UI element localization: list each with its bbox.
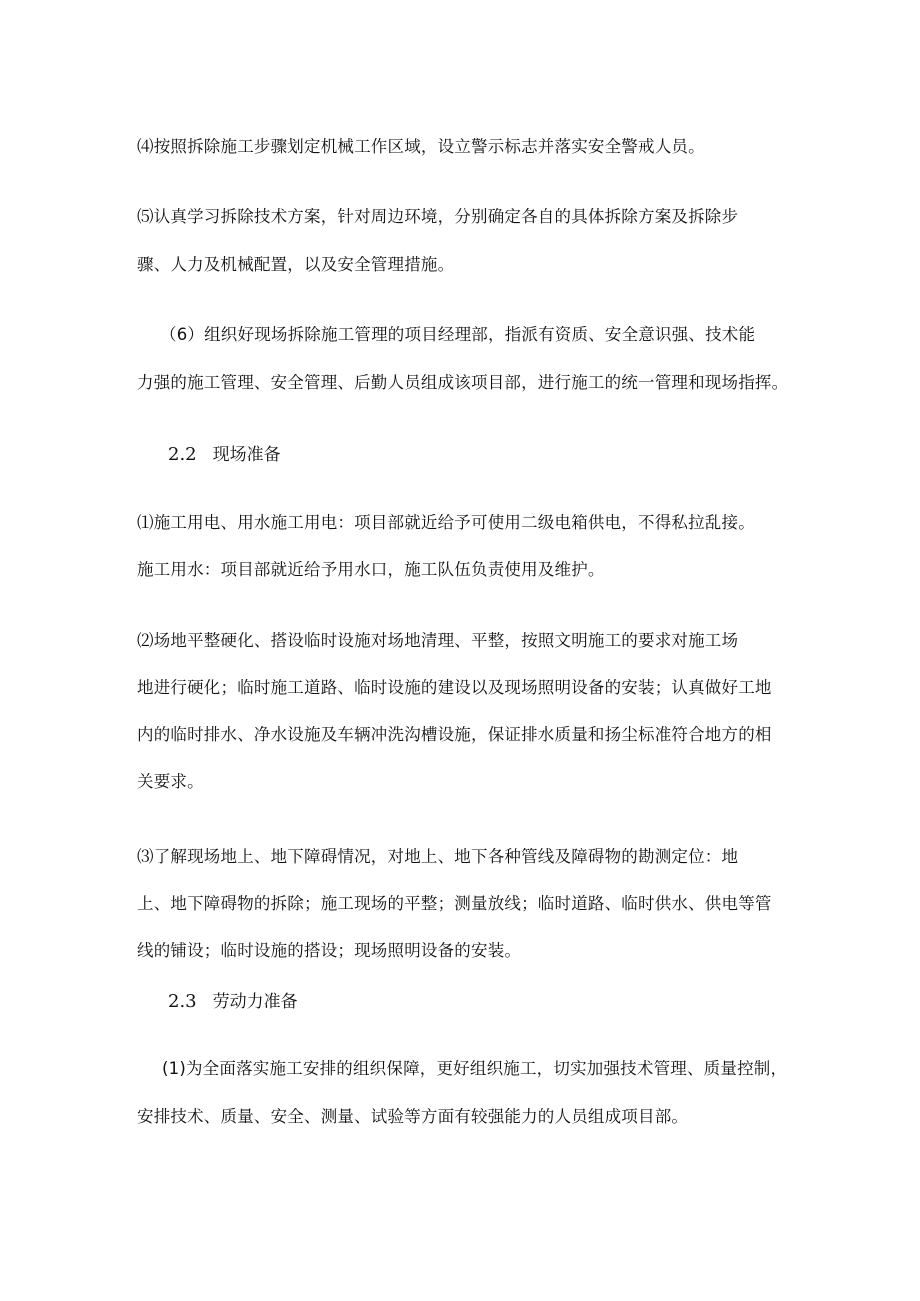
paragraph-line: 线的铺设；临时设施的搭设；现场照明设备的安装。	[137, 941, 522, 960]
paragraph-line: ⑴施工用电、用水施工用电：项目部就近给予可使用二级电箱供电，不得私拉乱接。	[137, 513, 755, 532]
paragraph-line: 骤、人力及机械配置，以及安全管理措施。	[137, 255, 455, 274]
section-number: 2.2	[168, 444, 197, 465]
paragraph-line: 关要求。	[137, 772, 204, 791]
paragraph-line: （6）组织好现场拆除施工管理的项目经理部，指派有资质、安全意识强、技术能	[160, 325, 756, 344]
paragraph-line: (1)为全面落实施工安排的组织保障，更好组织施工，切实加强技术管理、质量控制，	[162, 1059, 788, 1078]
section-title: 劳动力准备	[212, 992, 298, 1012]
section-number: 2.3	[168, 991, 197, 1012]
section-heading-2-2	[168, 444, 281, 466]
paragraph-line: 内的临时排水、净水设施及车辆冲洗沟槽设施，保证排水质量和扬尘标准符合地方的相	[137, 725, 772, 744]
paragraph-line: 力强的施工管理、安全管理、后勤人员组成该项目部，进行施工的统一管理和现场指挥。	[137, 373, 789, 392]
paragraph-line: ⑸认真学习拆除技术方案，针对周边环境，分别确定各自的具体拆除方案及拆除步	[137, 207, 739, 226]
section-title: 现场准备	[212, 445, 281, 465]
section-heading-2-3	[168, 991, 298, 1013]
paragraph-line: ⑵场地平整硬化、搭设临时设施对场地清理、平整，按照文明施工的要求对施工场	[137, 631, 739, 650]
paragraph-line: 施工用水：项目部就近给予用水口，施工队伍负责使用及维护。	[137, 560, 605, 579]
paragraph-line: 安排技术、质量、安全、测量、试验等方面有较强能力的人员组成项目部。	[137, 1107, 689, 1126]
paragraph-line: 上、地下障碍物的拆除；施工现场的平整；测量放线；临时道路、临时供水、供电等管	[137, 894, 772, 913]
paragraph-line: ⑶了解现场地上、地下障碍情况，对地上、地下各种管线及障碍物的勘测定位：地	[137, 847, 739, 866]
paragraph-line: 地进行硬化；临时施工道路、临时设施的建设以及现场照明设备的安装；认真做好工地	[137, 678, 772, 697]
paragraph-line: ⑷按照拆除施工步骤划定机械工作区域，设立警示标志并落实安全警戒人员。	[137, 137, 705, 156]
